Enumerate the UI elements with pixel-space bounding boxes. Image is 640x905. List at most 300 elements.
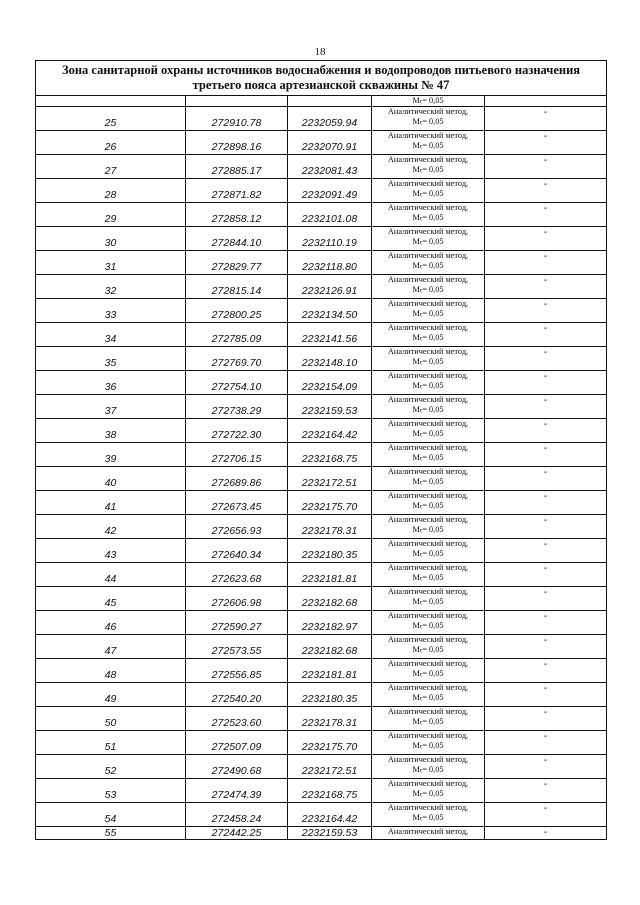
cell-x [186,395,288,419]
dash-mark: - [543,779,548,790]
point-number: 42 [104,525,117,537]
cell-number [36,731,186,755]
coordinate-y: 2232101.08 [301,213,358,225]
cell-y [288,467,372,491]
table-row [36,731,607,755]
cell-note [485,635,607,659]
method-text: Аналитический метод, [387,563,469,572]
cell-method [372,779,485,803]
cell-number [36,275,186,299]
cell-note [485,683,607,707]
table-row [36,371,607,395]
table-row [36,491,607,515]
accuracy-text: Mₜ= 0,05 [412,285,444,294]
table-title-line-2: третьего пояса артезианской скважины № 47 [192,78,450,92]
cell-note [485,491,607,515]
coordinate-x: 272507.09 [211,741,262,753]
table-row [36,467,607,491]
table-row [36,323,607,347]
cell-x [186,803,288,827]
cell-x [186,467,288,491]
dash-mark: - [543,443,548,454]
coordinate-y: 2232180.35 [301,693,358,705]
accuracy-text: Mₜ= 0,05 [412,453,444,462]
cell-note [485,707,607,731]
cell-x [186,587,288,611]
cell-x [186,347,288,371]
table-row [36,203,607,227]
method-text: Аналитический метод, [387,683,469,692]
accuracy-text: Mₜ= 0,05 [412,573,444,582]
point-number: 28 [104,189,117,201]
coordinate-x: 272800.25 [211,309,262,321]
accuracy-text: Mₜ= 0,05 [412,789,444,798]
cell-y [288,251,372,275]
cell-number [36,491,186,515]
table-row [36,659,607,683]
point-number: 38 [104,429,117,441]
coordinate-y: 2232178.31 [301,717,358,729]
coordinate-y: 2232175.70 [301,501,358,513]
dash-mark: - [543,107,548,118]
cell-x [186,251,288,275]
cell-y [288,515,372,539]
cell-note [485,779,607,803]
table-row [36,275,607,299]
dash-mark: - [543,731,548,742]
dash-mark: - [543,563,548,574]
cell-y [288,755,372,779]
point-number: 46 [104,621,117,633]
accuracy-text: Mₜ= 0,05 [412,165,444,174]
coordinate-x: 272540.20 [211,693,262,705]
coordinate-x: 272689.86 [211,477,262,489]
cell-note [485,731,607,755]
method-text: Аналитический метод, [387,323,469,332]
accuracy-text: Mₜ= 0,05 [412,429,444,438]
cell-number [36,779,186,803]
accuracy-text: Mₜ= 0,05 [412,261,444,270]
coordinate-y: 2232182.68 [301,645,358,657]
coordinate-x: 272858.12 [211,213,262,225]
cell-y [288,731,372,755]
dash-mark: - [543,323,548,334]
cell-note [485,251,607,275]
method-text: Аналитический метод, [387,443,469,452]
point-number: 41 [104,501,117,513]
method-text: Аналитический метод, [387,131,469,140]
coordinate-x: 272490.68 [211,765,262,777]
cell-y [288,323,372,347]
coordinate-x: 272885.17 [211,165,262,177]
method-text: Аналитический метод, [387,299,469,308]
method-text: Аналитический метод, [387,827,469,836]
table-title [36,61,607,96]
accuracy-text: Mₜ= 0,05 [412,717,444,726]
point-number: 37 [104,405,117,417]
cell-number [36,635,186,659]
dash-mark: - [543,803,548,814]
point-number: 45 [104,597,117,609]
accuracy-text: Mₜ= 0,05 [412,621,444,630]
method-text: Аналитический метод, [387,395,469,404]
method-text: Аналитический метод, [387,179,469,188]
page-number: 18 [314,46,326,58]
cell-number [36,323,186,347]
coordinate-y: 2232059.94 [301,117,358,129]
dash-mark: - [543,827,548,838]
cell-note [485,203,607,227]
cell-note [485,96,607,107]
cell-y [288,227,372,251]
table-row [36,227,607,251]
cell-number [36,299,186,323]
dash-mark: - [543,299,548,310]
accuracy-text: Mₜ= 0,05 [412,693,444,702]
cell-number [36,803,186,827]
table-title-line-1: Зона санитарной охраны источников водоснабжения и водопроводов питьевого назначения [61,63,581,77]
cell-method [372,515,485,539]
cell-note [485,539,607,563]
coordinate-y: 2232181.81 [301,573,358,585]
accuracy-text: Mₜ= 0,05 [412,669,444,678]
table-row [36,419,607,443]
cell-method [372,323,485,347]
point-number: 34 [104,333,117,345]
cell-note [485,563,607,587]
cell-x [186,371,288,395]
cell-method [372,371,485,395]
point-number: 47 [104,645,117,657]
table-row [36,803,607,827]
dash-mark: - [543,227,548,238]
coordinate-y: 2232172.51 [301,477,358,489]
table-row [36,107,607,131]
table-row [36,515,607,539]
cell-method [372,395,485,419]
point-number: 48 [104,669,117,681]
cell-y [288,779,372,803]
cell-note [485,155,607,179]
cell-x [186,635,288,659]
point-number: 44 [104,573,117,585]
method-text: Аналитический метод, [387,707,469,716]
cell-method [372,731,485,755]
cell-note [485,755,607,779]
cell-note [485,611,607,635]
cell-method [372,539,485,563]
cell-method [372,203,485,227]
coordinate-y: 2232164.42 [301,813,358,825]
accuracy-text: Mₜ= 0,05 [412,381,444,390]
table-row [36,179,607,203]
coordinate-x: 272623.68 [211,573,262,585]
cell-y [288,107,372,131]
coordinate-x: 272785.09 [211,333,262,345]
cell-x [186,443,288,467]
cell-method [372,275,485,299]
cell-x [186,515,288,539]
cell-y [288,347,372,371]
coordinate-y: 2232091.49 [301,189,358,201]
cell-y [288,275,372,299]
accuracy-text: Mₜ= 0,05 [412,765,444,774]
cell-number [36,827,186,840]
point-number: 54 [104,813,117,825]
table-row [36,635,607,659]
method-text: Аналитический метод, [387,347,469,356]
accuracy-text: Mₜ= 0,05 [412,189,444,198]
cell-x [186,96,288,107]
point-number: 33 [104,309,117,321]
table-row [36,395,607,419]
coordinate-y: 2232168.75 [301,789,358,801]
accuracy-text: Mₜ= 0,05 [412,597,444,606]
cell-method [372,443,485,467]
table-row [36,707,607,731]
method-text: Аналитический метод, [387,227,469,236]
cell-x [186,563,288,587]
cell-number [36,467,186,491]
table-row-continued [36,96,607,107]
cell-x [186,755,288,779]
accuracy-text: Mₜ= 0,05 [412,237,444,246]
accuracy-text: Mₜ= 0,05 [412,141,444,150]
cell-number [36,347,186,371]
cell-number [36,155,186,179]
cell-y [288,419,372,443]
coordinate-x: 272556.85 [211,669,262,681]
point-number: 53 [104,789,117,801]
coordinate-y: 2232181.81 [301,669,358,681]
method-text: Аналитический метод, [387,731,469,740]
coordinate-y: 2232164.42 [301,429,358,441]
coordinate-x: 272738.29 [211,405,262,417]
cell-number [36,443,186,467]
point-number: 36 [104,381,117,393]
method-text: Аналитический метод, [387,371,469,380]
cell-x [186,131,288,155]
cell-number [36,107,186,131]
method-text: Аналитический метод, [387,539,469,548]
coordinate-y: 2232070.91 [301,141,358,153]
cell-note [485,347,607,371]
table-row [36,155,607,179]
coordinate-x: 272640.34 [211,549,262,561]
dash-mark: - [543,419,548,430]
coordinate-y: 2232126.91 [301,285,358,297]
table-row [36,683,607,707]
coordinate-y: 2232182.97 [301,621,358,633]
cell-x [186,275,288,299]
cell-method [372,299,485,323]
cell-method [372,251,485,275]
cell-y [288,299,372,323]
coordinate-x: 272844.10 [211,237,262,249]
cell-number [36,179,186,203]
cell-number [36,587,186,611]
coordinate-x: 272606.98 [211,597,262,609]
coordinate-y: 2232180.35 [301,549,358,561]
cell-x [186,203,288,227]
method-text: Аналитический метод, [387,659,469,668]
cell-x [186,683,288,707]
cell-method [372,227,485,251]
cell-method [372,635,485,659]
coordinate-y: 2232182.68 [301,597,358,609]
coordinate-y: 2232141.56 [301,333,358,345]
cell-x [186,731,288,755]
cell-method [372,179,485,203]
coordinate-y: 2232172.51 [301,765,358,777]
cell-method [372,419,485,443]
accuracy-text: Mₜ= 0,05 [412,741,444,750]
cell-number [36,539,186,563]
method-text: Аналитический метод, [387,491,469,500]
cell-number [36,611,186,635]
coordinate-x: 272910.78 [211,117,262,129]
dash-mark: - [543,515,548,526]
dash-mark: - [543,131,548,142]
cell-note [485,323,607,347]
dash-mark: - [543,275,548,286]
accuracy-text: Mₜ= 0,05 [412,213,444,222]
cell-number [36,96,186,107]
coordinate-x: 272722.30 [211,429,262,441]
cell-method [372,155,485,179]
cell-method [372,611,485,635]
cell-method [372,563,485,587]
cell-y [288,827,372,840]
dash-mark: - [543,371,548,382]
accuracy-text: Mₜ= 0,05 [412,117,444,126]
dash-mark: - [543,347,548,358]
coordinate-x: 272573.55 [211,645,262,657]
method-text: Аналитический метод, [387,467,469,476]
cell-x [186,323,288,347]
dash-mark: - [543,251,548,262]
point-number: 39 [104,453,117,465]
coordinate-x: 272474.39 [211,789,262,801]
dash-mark: - [543,635,548,646]
coordinate-x: 272706.15 [211,453,262,465]
point-number: 25 [104,117,117,129]
boundary-coordinates-table [35,60,607,840]
dash-mark: - [543,179,548,190]
dash-mark: - [543,491,548,502]
cell-y [288,491,372,515]
table-row [36,539,607,563]
cell-method [372,131,485,155]
coordinate-y: 2232148.10 [301,357,358,369]
cell-method [372,96,485,107]
accuracy-text: Mₜ= 0,05 [412,525,444,534]
cell-note [485,107,607,131]
cell-y [288,659,372,683]
cell-method [372,683,485,707]
table-title-row [36,61,607,96]
table-row [36,587,607,611]
cell-y [288,395,372,419]
cell-note [485,803,607,827]
dash-mark: - [543,707,548,718]
cell-note [485,443,607,467]
dash-mark: - [543,659,548,670]
accuracy-text: Mₜ= 0,05 [412,477,444,486]
cell-number [36,707,186,731]
cell-number [36,251,186,275]
cell-x [186,491,288,515]
coordinate-x: 272656.93 [211,525,262,537]
method-text: Аналитический метод, [387,635,469,644]
cell-y [288,803,372,827]
cell-number [36,131,186,155]
method-text: Аналитический метод, [387,107,469,116]
point-number: 27 [104,165,117,177]
dash-mark: - [543,467,548,478]
cell-x [186,179,288,203]
cell-method [372,467,485,491]
point-number: 52 [104,765,117,777]
cell-note [485,371,607,395]
point-number: 31 [104,261,117,273]
coordinate-y: 2232118.80 [302,261,357,273]
table-row [36,131,607,155]
cell-y [288,203,372,227]
table-row [36,779,607,803]
dash-mark: - [543,587,548,598]
cell-y [288,371,372,395]
cell-method [372,107,485,131]
coordinate-x: 272871.82 [211,189,262,201]
cell-note [485,515,607,539]
cell-method [372,491,485,515]
accuracy-text: Mₜ= 0,05 [412,645,444,654]
method-text: Аналитический метод, [387,803,469,812]
coordinate-y: 2232159.53 [301,827,358,839]
accuracy-text: Mₜ= 0,05 [412,813,444,822]
coordinate-y: 2232110.19 [302,237,357,249]
coordinate-y: 2232175.70 [301,741,358,753]
cell-note [485,395,607,419]
point-number: 30 [104,237,117,249]
table-row [36,299,607,323]
point-number: 26 [104,141,117,153]
cell-x [186,611,288,635]
coordinate-x: 272769.70 [211,357,262,369]
table-row [36,827,607,840]
cell-x [186,707,288,731]
cell-number [36,203,186,227]
dash-mark: - [543,155,548,166]
cell-y [288,155,372,179]
cell-note [485,587,607,611]
cell-y [288,635,372,659]
point-number: 35 [104,357,117,369]
cell-note [485,467,607,491]
cell-method [372,707,485,731]
cell-method [372,587,485,611]
accuracy-text: Mₜ= 0,05 [412,309,444,318]
cell-x [186,827,288,840]
method-text: Аналитический метод, [387,755,469,764]
accuracy-text: Mₜ= 0,05 [412,405,444,414]
method-text: Аналитический метод, [387,587,469,596]
coordinate-y: 2232154.09 [301,381,358,393]
cell-number [36,419,186,443]
cell-x [186,227,288,251]
coordinate-x: 272829.77 [211,261,262,273]
